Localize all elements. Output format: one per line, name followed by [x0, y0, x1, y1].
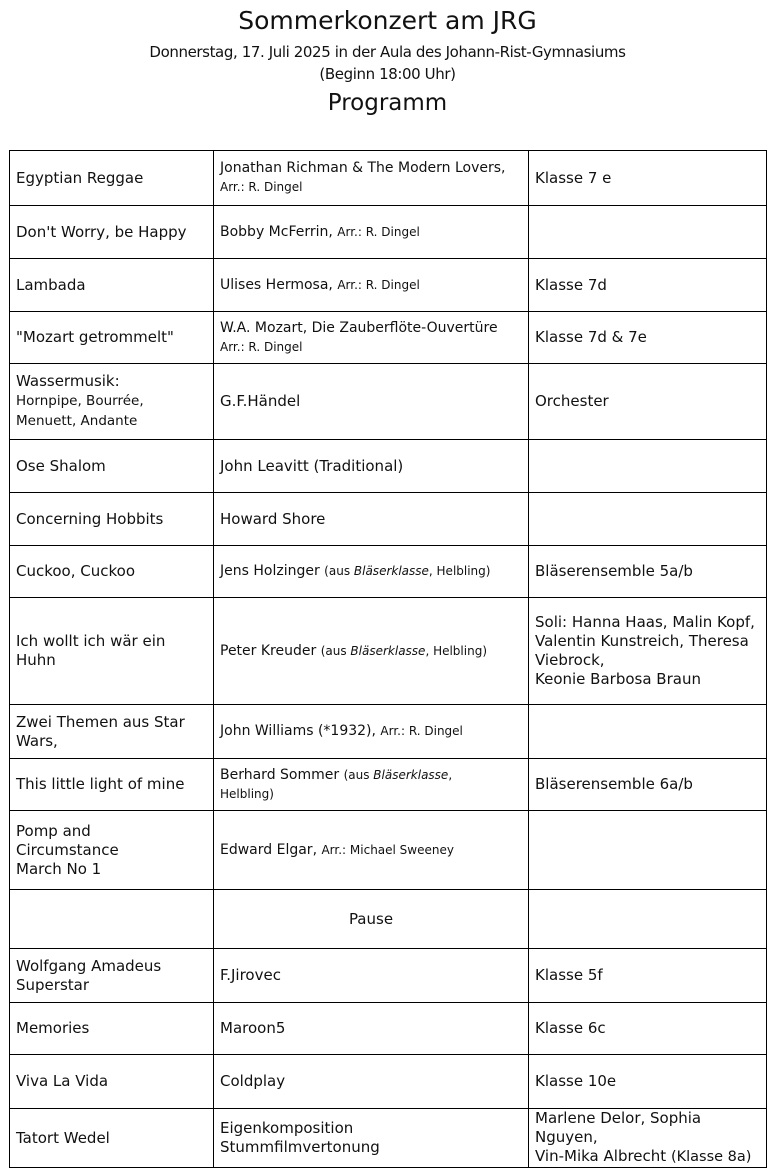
composer-cell: Berhard Sommer (aus Bläserklasse, Helbling) — [214, 759, 529, 811]
program-table — [9, 150, 767, 1168]
table-row — [10, 259, 767, 312]
table-row — [10, 759, 767, 811]
performer-cell: Klasse 7 e — [529, 151, 767, 206]
composer-cell: Bobby McFerrin, Arr.: R. Dingel — [214, 206, 529, 259]
performer-cell — [529, 811, 767, 890]
piece-title: Lambada — [10, 259, 214, 312]
performer-cell: Bläserensemble 6a/b — [529, 759, 767, 811]
table-row — [10, 312, 767, 364]
concert-title: Sommerkonzert am JRG — [238, 6, 537, 35]
concert-start-time: (Beginn 18:00 Uhr) — [319, 65, 456, 83]
table-row — [10, 364, 767, 440]
pause-label: Pause — [214, 890, 529, 949]
table-row — [10, 1109, 767, 1168]
table-row — [10, 151, 767, 206]
performer-cell: Klasse 7d & 7e — [529, 312, 767, 364]
piece-title: Wassermusik: Hornpipe, Bourrée, Menuett, Andante — [10, 364, 214, 440]
piece-title: Concerning Hobbits — [10, 493, 214, 546]
performer-cell — [529, 206, 767, 259]
composer-cell: John Leavitt (Traditional) — [214, 440, 529, 493]
composer-cell: Maroon5 — [214, 1003, 529, 1055]
composer-cell: Jonathan Richman & The Modern Lovers, Arr.: R. Dingel — [214, 151, 529, 206]
performer-cell: Bläserensemble 5a/b — [529, 546, 767, 598]
table-row — [10, 598, 767, 705]
composer-cell: G.F.Händel — [214, 364, 529, 440]
piece-title: Pomp and Circumstance March No 1 — [10, 811, 214, 890]
performer-cell: Klasse 5f — [529, 949, 767, 1003]
piece-title: Tatort Wedel — [10, 1109, 214, 1168]
composer-cell: Eigenkomposition Stummfilmvertonung — [214, 1109, 529, 1168]
piece-title: Egyptian Reggae — [10, 151, 214, 206]
empty-cell — [10, 890, 214, 949]
table-row — [10, 546, 767, 598]
table-row — [10, 206, 767, 259]
performer-cell — [529, 493, 767, 546]
piece-title: This little light of mine — [10, 759, 214, 811]
piece-title: Memories — [10, 1003, 214, 1055]
composer-cell: Jens Holzinger (aus Bläserklasse, Helbling) — [214, 546, 529, 598]
concert-date-venue: Donnerstag, 17. Juli 2025 in der Aula des Johann-Rist-Gymnasiums — [149, 43, 626, 61]
composer-cell: Coldplay — [214, 1055, 529, 1109]
composer-cell: Peter Kreuder (aus Bläserklasse, Helbling) — [214, 598, 529, 705]
table-row — [10, 1055, 767, 1109]
pause-row — [10, 890, 767, 949]
composer-cell: W.A. Mozart, Die Zauberflöte-Ouvertüre Arr.: R. Dingel — [214, 312, 529, 364]
performer-cell — [529, 440, 767, 493]
performer-cell: Marlene Delor, Sophia Nguyen, Vin-Mika Albrecht (Klasse 8a) — [529, 1109, 767, 1168]
performer-cell: Klasse 6c — [529, 1003, 767, 1055]
table-row — [10, 493, 767, 546]
composer-cell: Ulises Hermosa, Arr.: R. Dingel — [214, 259, 529, 312]
program-heading: Programm — [327, 90, 448, 116]
piece-title: Zwei Themen aus Star Wars, — [10, 705, 214, 759]
composer-cell: Howard Shore — [214, 493, 529, 546]
performer-cell: Klasse 7d — [529, 259, 767, 312]
table-row — [10, 440, 767, 493]
soloists-cell: Soli: Hanna Haas, Malin Kopf, Valentin Kunstreich, Theresa Viebrock, Keonie Barbosa Braun — [529, 598, 767, 705]
piece-title: Cuckoo, Cuckoo — [10, 546, 214, 598]
composer-cell: John Williams (*1932), Arr.: R. Dingel — [214, 705, 529, 759]
performer-cell — [529, 705, 767, 759]
table-row — [10, 705, 767, 759]
piece-title: Viva La Vida — [10, 1055, 214, 1109]
piece-title: Ose Shalom — [10, 440, 214, 493]
composer-cell: F.Jirovec — [214, 949, 529, 1003]
table-row — [10, 1003, 767, 1055]
piece-title: Wolfgang Amadeus Superstar — [10, 949, 214, 1003]
performer-cell: Orchester — [529, 364, 767, 440]
table-row — [10, 811, 767, 890]
empty-cell — [529, 890, 767, 949]
performer-cell: Klasse 10e — [529, 1055, 767, 1109]
composer-cell: Edward Elgar, Arr.: Michael Sweeney — [214, 811, 529, 890]
piece-title: "Mozart getrommelt" — [10, 312, 214, 364]
table-row — [10, 949, 767, 1003]
piece-title: Don't Worry, be Happy — [10, 206, 214, 259]
piece-title: Ich wollt ich wär ein Huhn — [10, 598, 214, 705]
